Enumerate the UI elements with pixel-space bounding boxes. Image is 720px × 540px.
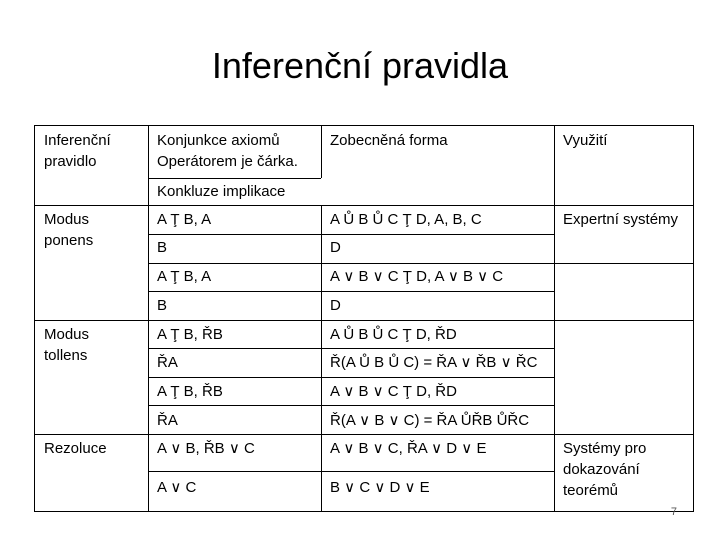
premise-cell: A Ţ B, ŘB xyxy=(157,326,223,343)
generalized-cell: A ∨ B ∨ C Ţ D, ŘD xyxy=(330,383,457,400)
row-divider xyxy=(148,377,554,378)
column-divider xyxy=(321,205,322,511)
rule-name xyxy=(44,209,93,251)
slide-title: Inferenční pravidla xyxy=(211,45,509,86)
column-divider xyxy=(148,125,149,511)
rule-name xyxy=(44,324,89,366)
column-divider xyxy=(321,125,322,178)
generalized-cell: A Ů B Ů C Ţ D, A, B, C xyxy=(330,211,482,228)
header-conclusion: Konkluze implikace xyxy=(157,183,286,200)
rule-name-line: tollens xyxy=(44,347,88,364)
table-top-border xyxy=(34,125,694,126)
premise-cell: A ∨ B, ŘB ∨ C xyxy=(157,440,255,457)
column-divider xyxy=(554,125,555,511)
header-conjunction-line: Konjunkce axiomů xyxy=(157,132,280,149)
header-generalized-form: Zobecněná forma xyxy=(330,132,448,149)
row-divider xyxy=(148,348,554,349)
rule-name: Rezoluce xyxy=(44,440,107,457)
page-number: 7 xyxy=(670,506,677,518)
row-divider xyxy=(148,405,554,406)
generalized-cell: B ∨ C ∨ D ∨ E xyxy=(330,479,430,496)
generalized-cell: A Ů B Ů C Ţ D, ŘD xyxy=(330,326,457,343)
header-sub-divider xyxy=(148,178,321,179)
rules-table xyxy=(34,125,694,511)
generalized-cell: D xyxy=(330,297,341,314)
generalized-cell: D xyxy=(330,239,341,256)
group-divider xyxy=(34,434,694,435)
premise-cell: A Ţ B, A xyxy=(157,211,212,228)
header-conjunction-line: Operátorem je čárka. xyxy=(157,153,298,170)
table-right-border xyxy=(693,125,694,511)
table-left-border xyxy=(34,125,35,511)
row-divider xyxy=(148,471,554,472)
premise-cell: A Ţ B, A xyxy=(157,268,212,285)
rule-name-line: ponens xyxy=(44,232,94,249)
group-divider xyxy=(34,320,694,321)
header-conjunction xyxy=(157,130,298,172)
header-rule-name xyxy=(44,130,111,172)
rule-name-line: Modus xyxy=(44,211,90,228)
header-rule-name-line: Inferenční xyxy=(44,132,111,149)
conclusion-cell: ŘA xyxy=(157,354,178,371)
header-usage: Využití xyxy=(563,132,608,149)
row-divider xyxy=(148,291,554,292)
row-divider xyxy=(148,234,554,235)
conclusion-cell: A ∨ C xyxy=(157,479,197,496)
generalized-cell: Ř(A ∨ B ∨ C) = ŘA ŮŘB ŮŘC xyxy=(330,412,530,429)
usage-text xyxy=(563,438,646,501)
generalized-cell: Ř(A Ů B Ů C) = ŘA ∨ ŘB ∨ ŘC xyxy=(330,354,538,371)
generalized-cell: A ∨ B ∨ C Ţ D, A ∨ B ∨ C xyxy=(330,268,504,285)
conclusion-cell: ŘA xyxy=(157,412,178,429)
usage-line: teorémů xyxy=(563,482,619,499)
conclusion-cell: B xyxy=(157,297,168,314)
row-divider xyxy=(148,263,694,264)
generalized-cell: A ∨ B ∨ C, ŘA ∨ D ∨ E xyxy=(330,440,487,457)
usage-line: Systémy pro xyxy=(563,440,647,457)
usage-line: dokazování xyxy=(563,461,640,478)
table-bottom-border xyxy=(34,511,694,512)
usage-text: Expertní systémy xyxy=(563,211,679,228)
header-rule-name-line: pravidlo xyxy=(44,153,97,170)
header-bottom-border xyxy=(34,205,694,206)
premise-cell: A Ţ B, ŘB xyxy=(157,383,223,400)
conclusion-cell: B xyxy=(157,239,168,256)
rule-name-line: Modus xyxy=(44,326,90,343)
